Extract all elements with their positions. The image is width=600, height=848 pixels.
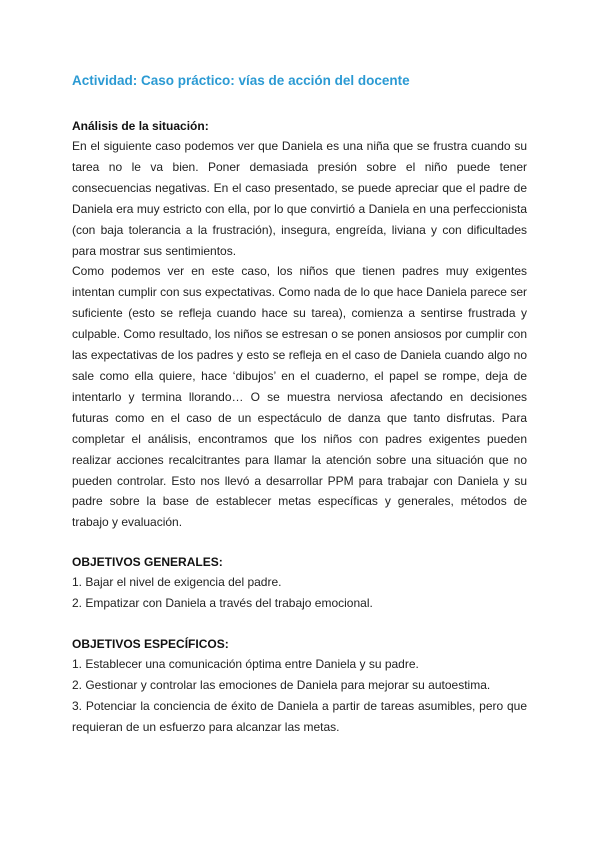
specific-objectives-section [72,634,527,738]
analysis-paragraph-2: Como podemos ver en este caso, los niños que tienen padres muy exigentes intentan cumplir con sus expectativas. Como nada de lo que hace Daniela parece ser suficiente (esto se refleja cuando hace su tarea), comienza a sentirse frustrada y culpable. Como resultado, los niños se estresan o se ponen ansiosos por cumplir con las expectativas de los padres y esto se refleja en el caso de Daniela cuando algo no sale como ella quiere, hace ‘dibujos’ en el cuaderno, el papel se rompe, deja de intentarlo y termina llorando… O se muestra nerviosa afectando en decisiones futuras como en el caso de un espectáculo de danza que tanto disfrutas. Para completar el análisis, encontramos que los niños con padres exigentes pueden realizar acciones recalcitrantes para llamar la atención sobre una situación que no pueden controlar. Esto nos llevó a desarrollar PPM para trabajar con Daniela y su padre sobre la base de establecer metas específicas y generales, métodos de trabajo y evaluación. [72,264,527,530]
specific-objectives-heading: OBJETIVOS ESPECÍFICOS: [72,637,229,651]
specific-objective-item: 3. Potenciar la conciencia de éxito de Daniela a partir de tareas asumibles, pero que requieran de un esfuerzo para alcanzar las metas. [72,698,527,734]
general-objective-item: 1. Bajar el nivel de exigencia del padre. [72,575,282,589]
general-objectives-section [72,552,527,614]
analysis-heading: Análisis de la situación: [72,119,209,133]
analysis-section [72,116,527,533]
general-objective-item: 2. Empatizar con Daniela a través del trabajo emocional. [72,595,373,610]
document-title: Actividad: Caso práctico: vías de acción del docente [72,73,410,88]
specific-objective-item: 1. Establecer una comunicación óptima entre Daniela y su padre. [72,657,419,671]
general-objectives-heading: OBJETIVOS GENERALES: [72,555,223,569]
analysis-paragraph-1: En el siguiente caso podemos ver que Daniela es una niña que se frustra cuando su tarea no le va bien. Poner demasiada presión sobre el niño puede tener consecuencias negativas. En el caso presentado, se puede apreciar que el padre de Daniela era muy estricto con ella, por lo que convirtió a Daniela en una perfeccionista (con baja tolerancia a la frustración), insegura, engreída, liviana y con dificultades para mostrar sus sentimientos. [72,139,527,258]
specific-objective-item: 2. Gestionar y controlar las emociones de Daniela para mejorar su autoestima. [72,677,491,692]
